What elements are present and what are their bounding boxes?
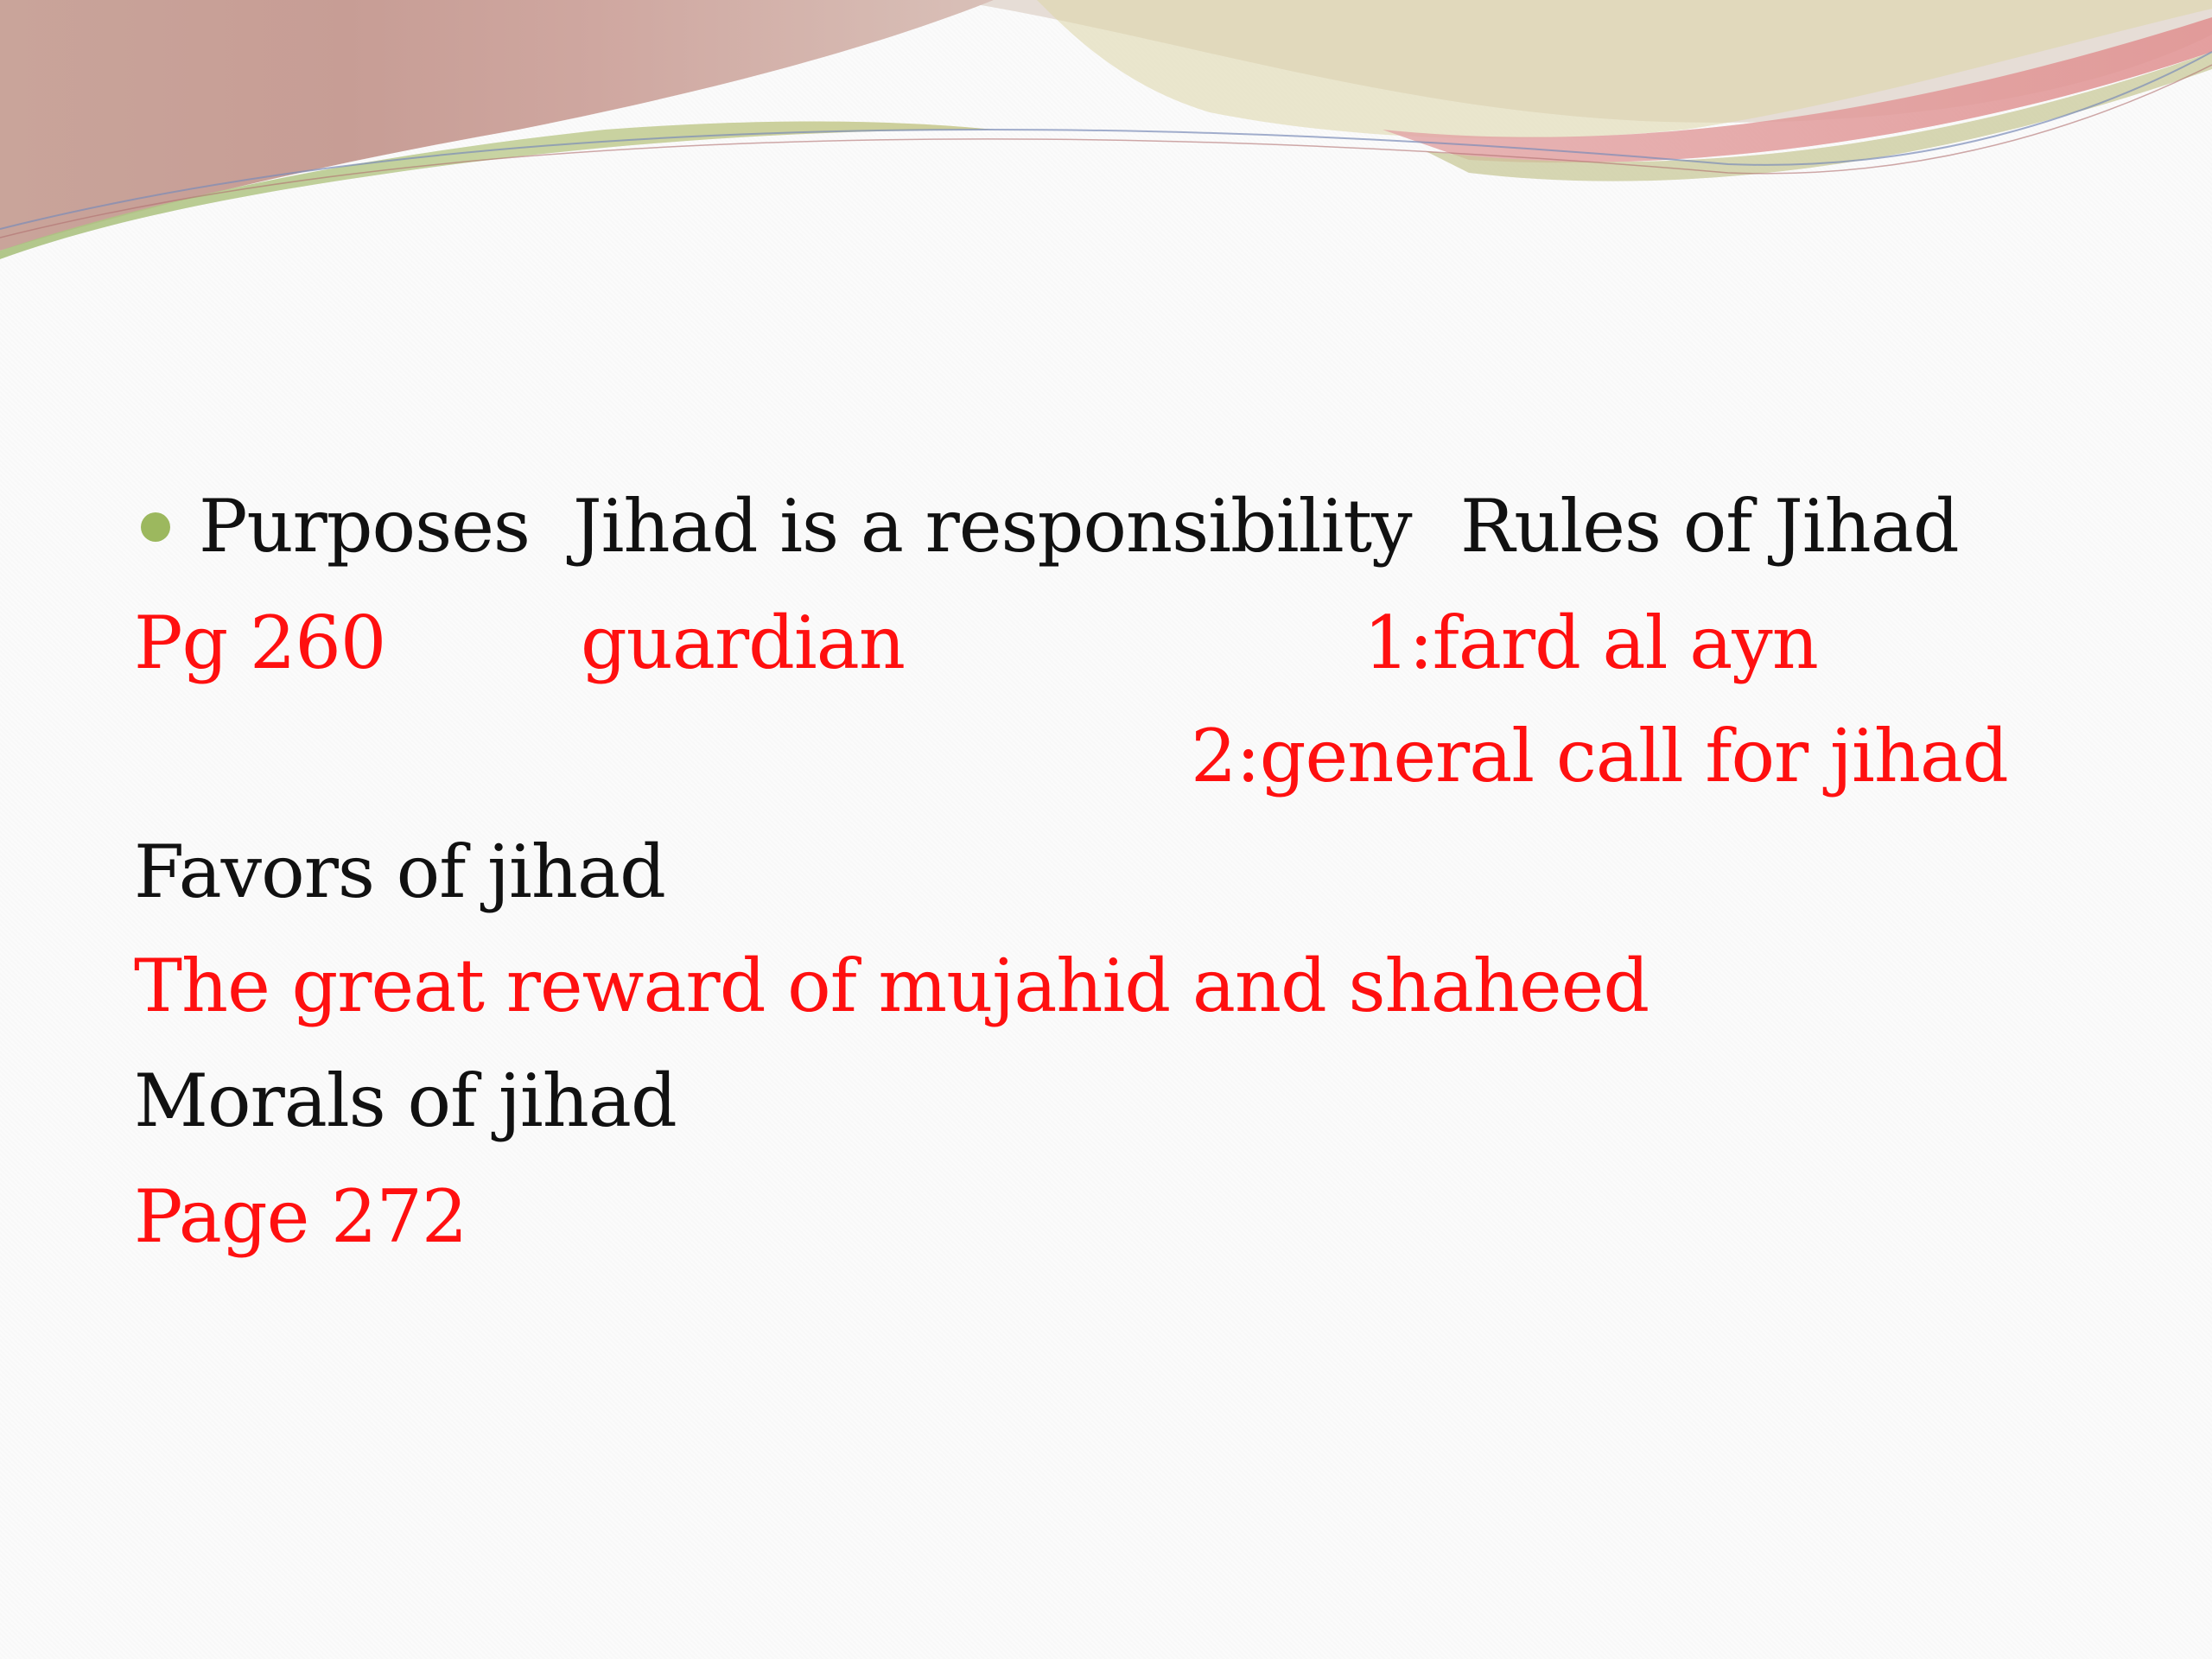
row2-guardian: guardian (581, 601, 905, 685)
morals-heading: Morals of jihad (134, 1058, 677, 1143)
row3-general-call: 2:general call for jihad (1191, 714, 2008, 798)
header-wave-decoration (0, 0, 2212, 259)
bullet-dot (141, 512, 170, 542)
row1-responsibility: Jihad is a responsibility (573, 484, 1412, 569)
favors-heading: Favors of jihad (134, 830, 665, 914)
row1-rules: Rules of Jihad (1460, 484, 1959, 569)
row2-fard-al-ayn: 1:fard al ayn (1363, 601, 1818, 685)
favors-detail: The great reward of mujahid and shaheed (134, 944, 1649, 1028)
morals-detail: Page 272 (134, 1174, 467, 1259)
row1-purposes: Purposes (199, 484, 531, 569)
row2-page-ref: Pg 260 (134, 601, 386, 685)
